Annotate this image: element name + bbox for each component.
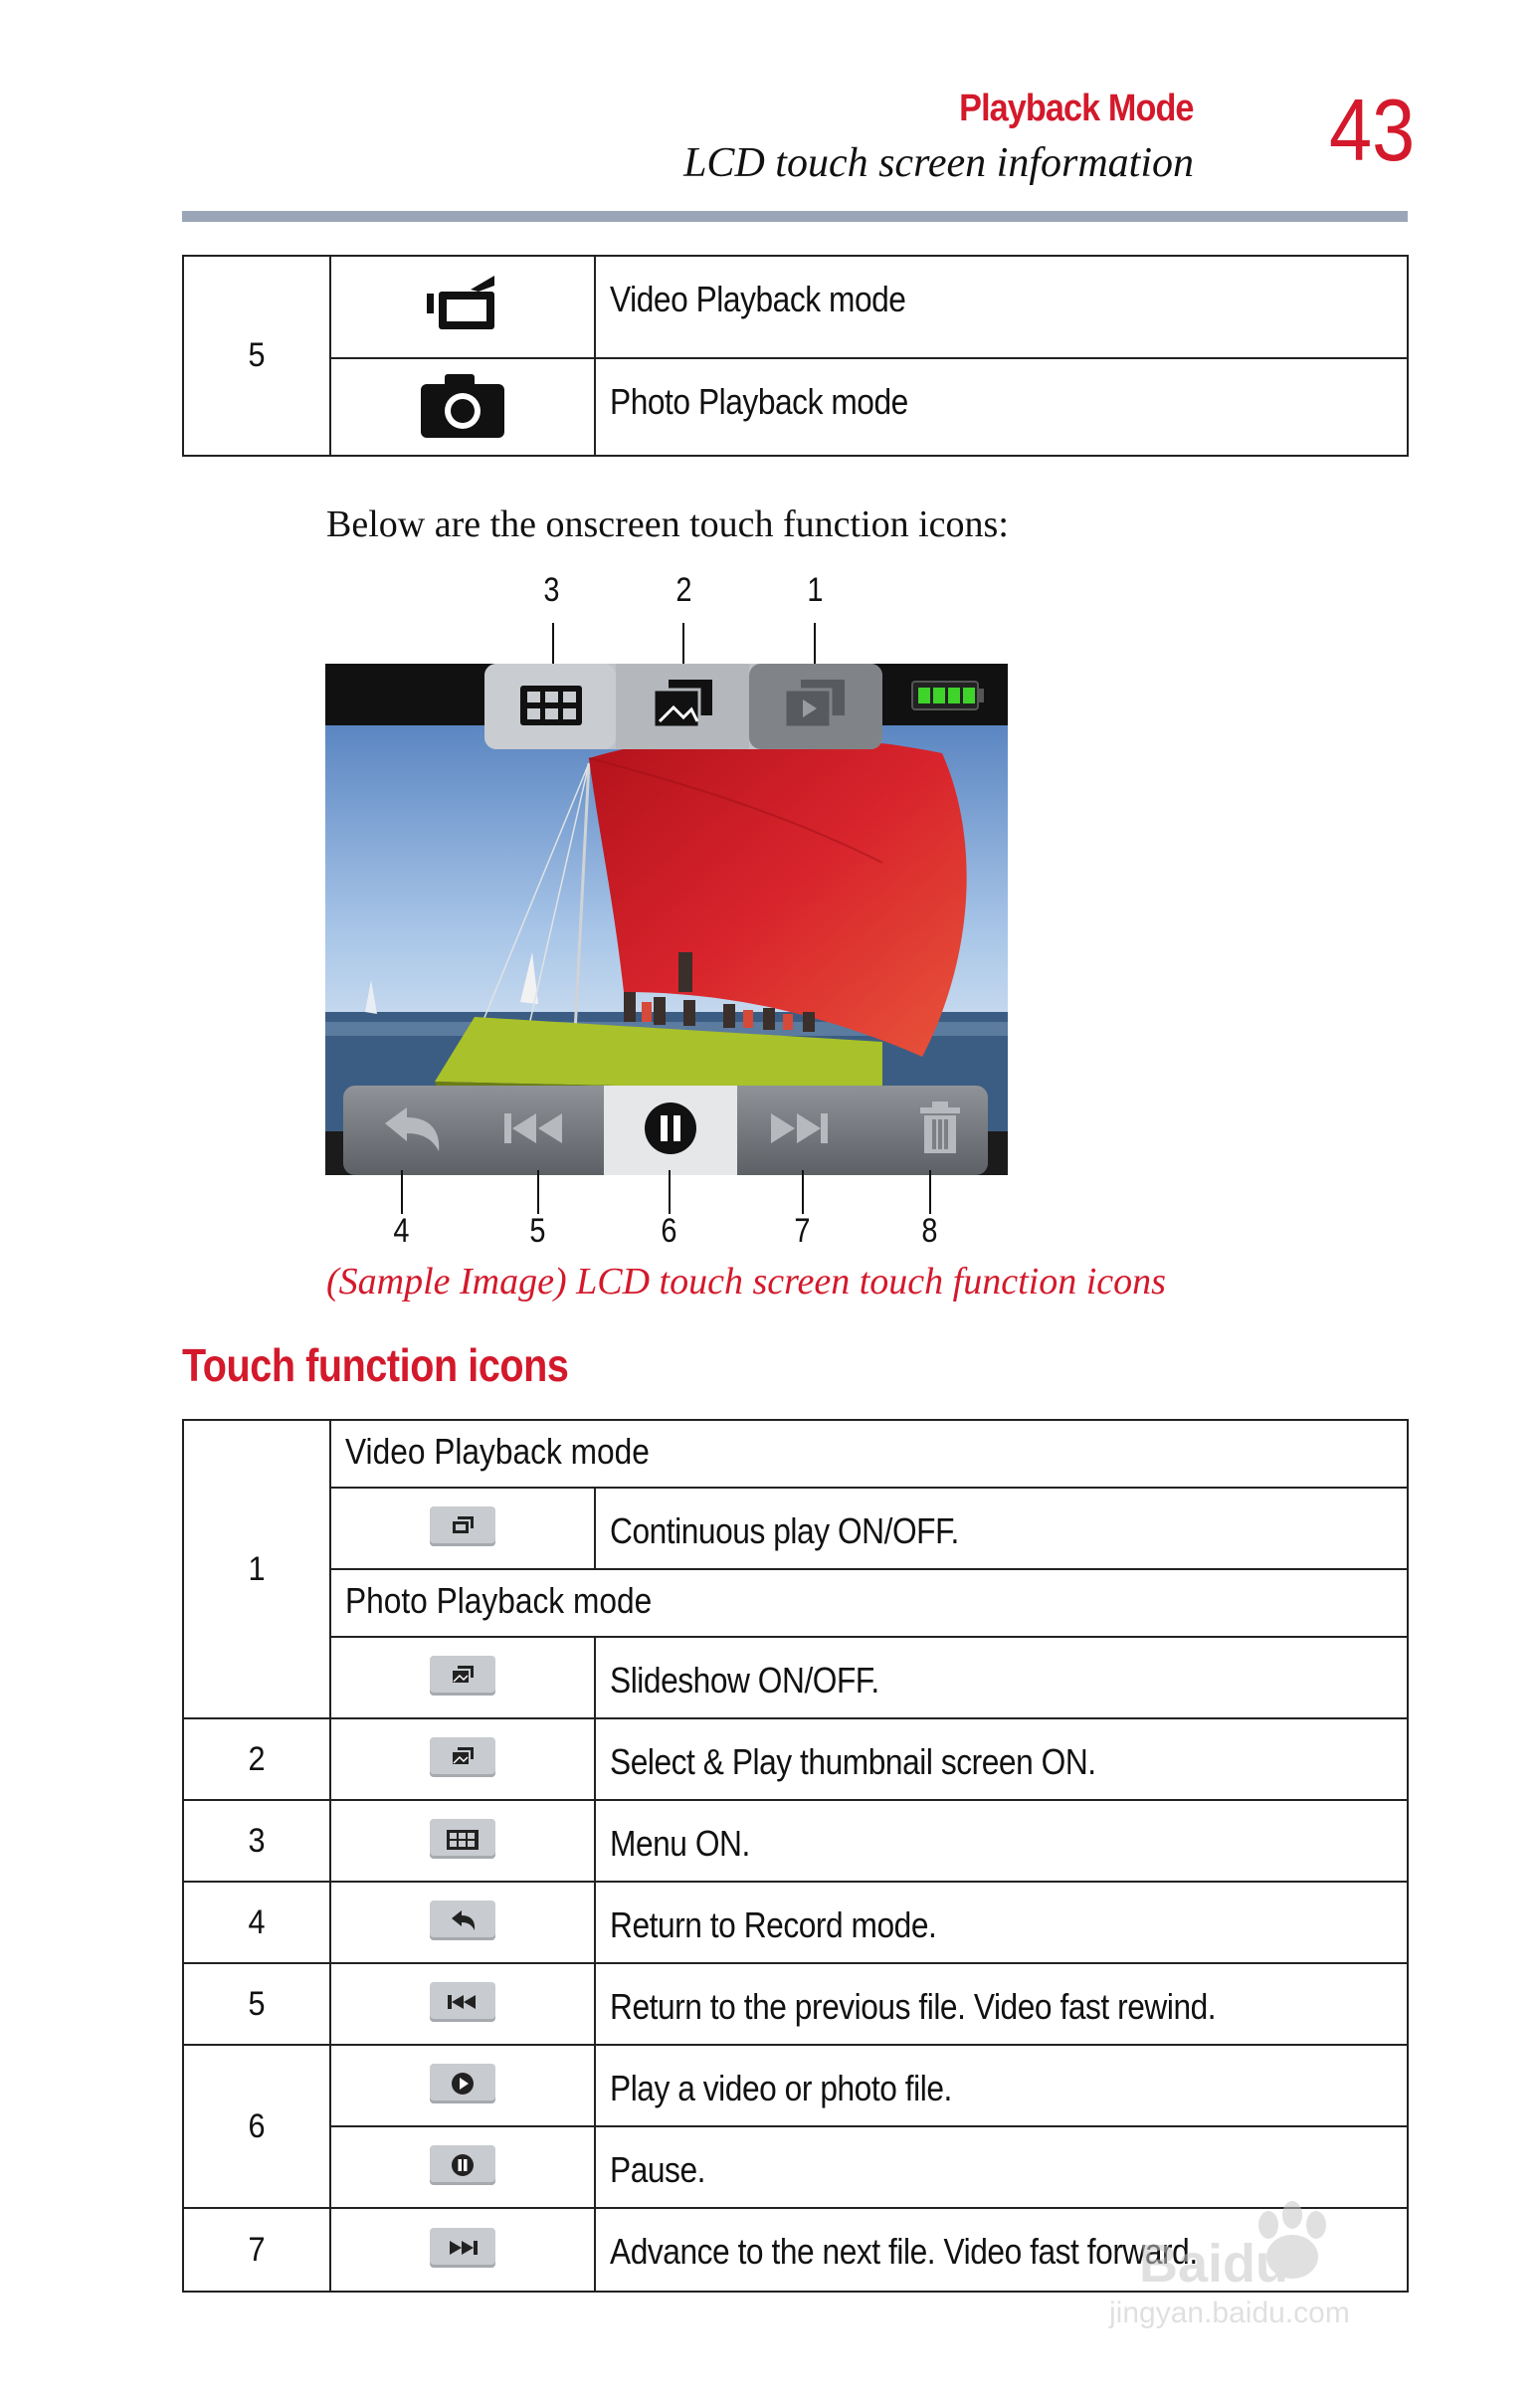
battery-icon [912,682,984,709]
watermark-brand: Baidu [1139,2234,1289,2294]
video-camera-icon [423,324,502,341]
slideshow-icon-cell [330,1637,595,1718]
pause-desc: Pause. [595,2126,1408,2208]
next-desc: Advance to the next file. Video fast forward. [595,2208,1408,2292]
slideshow-icon [430,1737,495,1777]
row-number-3: 3 [190,1800,322,1882]
callout-4: 4 [393,1212,410,1250]
page-number: 43 [1329,81,1416,179]
intro-text: Below are the onscreen touch function icons: [326,503,1009,545]
mode-row-number: 5 [190,256,322,456]
video-mode-icon-cell [330,256,595,358]
return-icon-cell [330,1882,595,1963]
callout-6: 6 [661,1212,677,1250]
play-icon [430,2064,495,2103]
watermark-site: jingyan.baidu.com [1109,2297,1350,2329]
menu-desc: Menu ON. [595,1800,1408,1882]
photo-mode-icon-cell [330,358,595,456]
callout-2: 2 [675,571,692,609]
row-number-1: 1 [190,1420,322,1718]
callout-8: 8 [921,1212,938,1250]
figure-caption: (Sample Image) LCD touch screen touch function icons [326,1261,1166,1302]
photo-mode-label: Photo Playback mode [595,358,1408,456]
select-play-icon-cell [330,1718,595,1800]
play-icon-cell [330,2045,595,2126]
continuous-play-desc: Continuous play ON/OFF. [595,1488,1408,1569]
row-number-2: 2 [190,1718,322,1800]
pause-icon-cell [330,2126,595,2208]
previous-desc: Return to the previous file. Video fast rewind. [595,1963,1408,2045]
touch-icons-heading: Touch function icons [182,1339,569,1391]
callout-3: 3 [543,571,560,609]
video-mode-label: Video Playback mode [595,256,1408,358]
return-icon [430,1900,495,1940]
play-desc: Play a video or photo file. [595,2045,1408,2126]
lcd-sample-screen [325,664,1008,1175]
callout-7: 7 [794,1212,811,1250]
row-number-4: 4 [190,1882,322,1963]
touch-function-table [182,1419,1409,2293]
next-icon [430,2228,495,2268]
section-subtitle: LCD touch screen information [683,140,1194,186]
slideshow-desc: Slideshow ON/OFF. [595,1637,1408,1718]
photo-camera-icon [417,427,508,444]
video-playback-heading: Video Playback mode [330,1420,1408,1488]
pause-icon [430,2145,495,2185]
slideshow-icon [430,1656,495,1696]
row-number-6: 6 [190,2045,322,2208]
previous-icon [430,1982,495,2022]
baidu-watermark [1079,2185,1457,2334]
mode-table [182,255,1409,457]
header-rule [182,211,1408,222]
row-number-5: 5 [190,1963,322,2045]
menu-icon-cell [330,1800,595,1882]
select-play-desc: Select & Play thumbnail screen ON. [595,1718,1408,1800]
previous-icon-cell [330,1963,595,2045]
photo-playback-heading: Photo Playback mode [330,1569,1408,1637]
continuous-play-icon-cell [330,1488,595,1569]
row-number-7: 7 [190,2208,322,2292]
section-title-header: Playback Mode [959,88,1194,129]
menu-grid-icon [430,1819,495,1859]
return-desc: Return to Record mode. [595,1882,1408,1963]
callout-5: 5 [529,1212,546,1250]
pause-icon [645,1102,696,1154]
next-icon-cell [330,2208,595,2292]
callout-1: 1 [807,571,824,609]
continuous-play-icon [430,1506,495,1546]
